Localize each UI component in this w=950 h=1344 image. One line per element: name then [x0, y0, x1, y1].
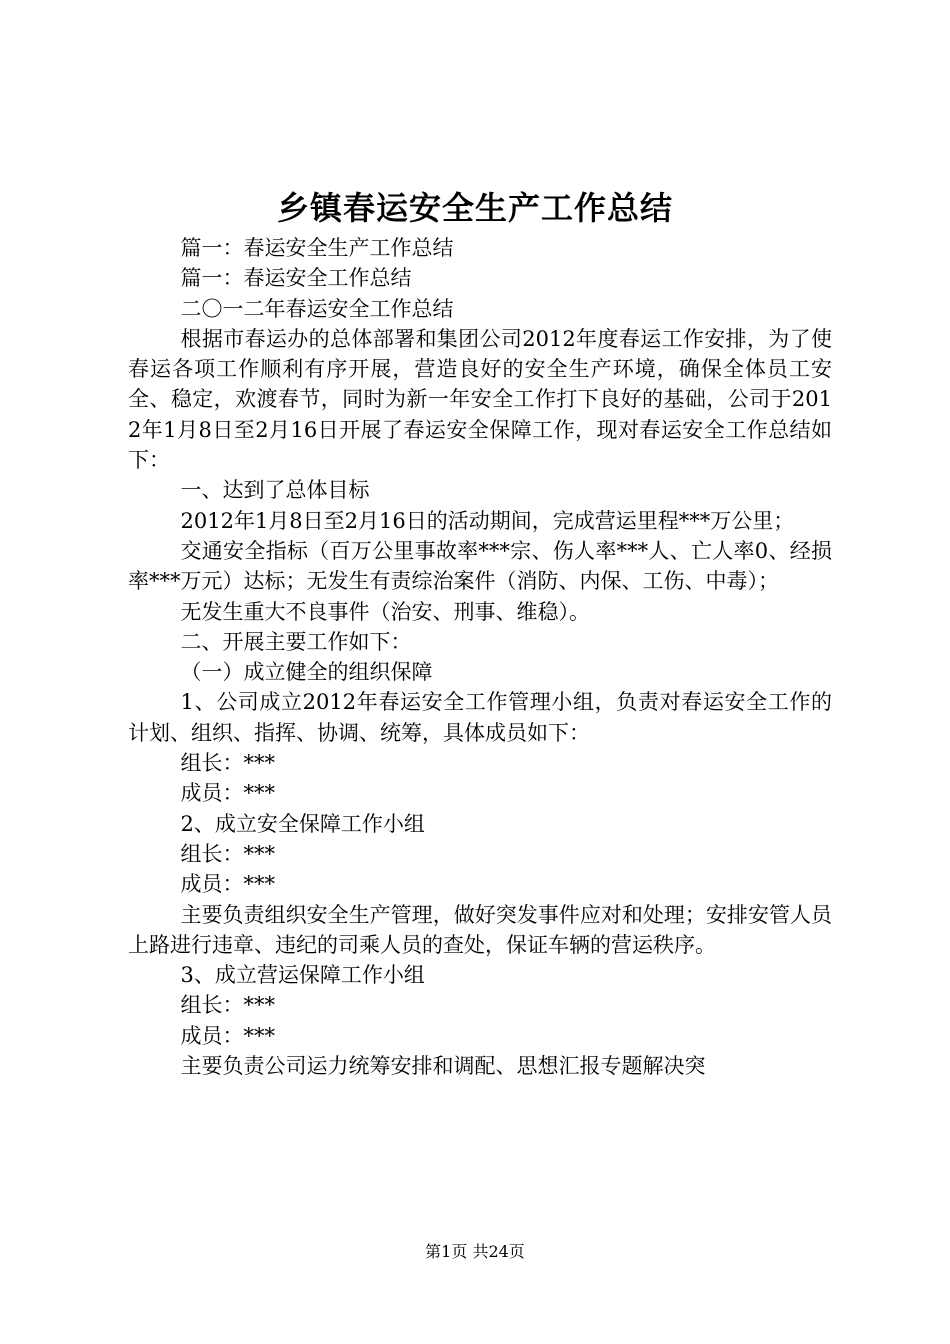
paragraph-19: 组长：***: [180, 993, 275, 1018]
paragraph-18: 3、成立营运保障工作小组: [180, 963, 425, 988]
paragraph-7: 交通安全指标（百万公里事故率***宗、伤人率***人、亡人率0、经损率***万元）达标；无发生有责综治案件（消防、内保、工伤、中毒）；: [128, 538, 832, 594]
paragraph-12: 组长：***: [180, 751, 275, 776]
paragraph-13: 成员：***: [180, 781, 275, 806]
paragraph-4: 根据市春运办的总体部署和集团公司2012年度春运工作安排，为了使春运各项工作顺利有序开展，营造良好的安全生产环境，确保全体员工安全、稳定，欢渡春节，同时为新一年安全工作打下良好的基础，公司于2012年1月8日至2月16日开展了春运安全保障工作，现对春运安全工作总结如下：: [128, 326, 832, 473]
paragraph-2: 篇一：春运安全工作总结: [180, 266, 412, 291]
document-title: 乡镇春运安全生产工作总结: [276, 189, 673, 227]
paragraph-20: 成员：***: [180, 1023, 275, 1048]
paragraph-14: 2、成立安全保障工作小组: [180, 811, 425, 836]
page-footer: 第1页 共24页: [425, 1242, 525, 1261]
paragraph-17: 主要负责组织安全生产管理，做好突发事件应对和处理；安排安管人员上路进行违章、违纪的司乘人员的查处，保证车辆的营运秩序。: [128, 902, 832, 957]
paragraph-16: 成员：***: [180, 872, 275, 897]
paragraph-1: 篇一：春运安全生产工作总结: [180, 236, 454, 260]
paragraph-8: 无发生重大不良事件（治安、刑事、维稳）。: [180, 599, 590, 624]
paragraph-3: 二〇一二年春运安全工作总结: [180, 296, 454, 321]
paragraph-11: 1、公司成立2012年春运安全工作管理小组，负责对春运安全工作的计划、组织、指挥、协调、统筹，具体成员如下：: [128, 690, 832, 745]
paragraph-9: 二、开展主要工作如下：: [180, 629, 412, 654]
paragraph-6: 2012年1月8日至2月16日的活动期间，完成营运里程***万公里；: [180, 508, 795, 533]
paragraph-15: 组长：***: [180, 841, 275, 866]
paragraph-10: （一）成立健全的组织保障: [180, 660, 433, 685]
paragraph-21: 主要负责公司运力统筹安排和调配、思想汇报专题解决突: [180, 1054, 706, 1079]
paragraph-5: 一、达到了总体目标: [180, 478, 370, 503]
document-body: [128, 233, 832, 1081]
